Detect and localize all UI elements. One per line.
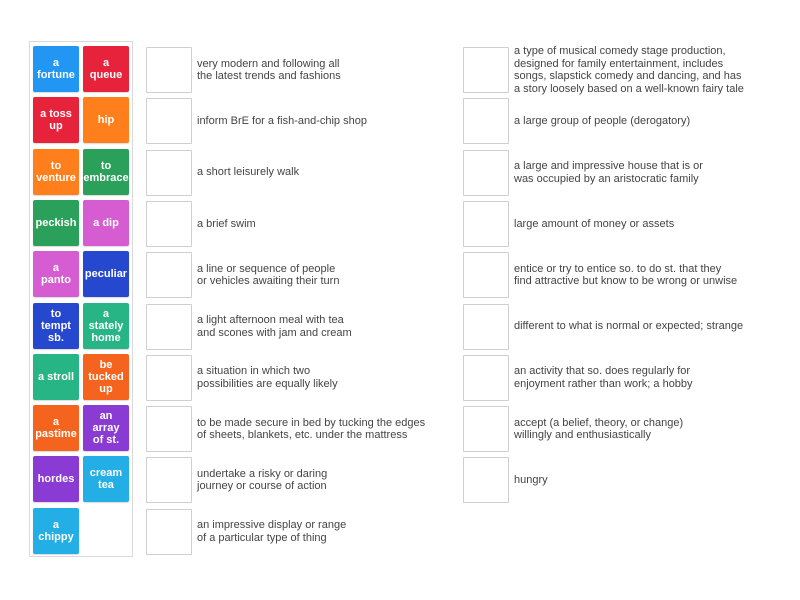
left-clue-label: very modern and following all the latest trends and fashions [197,57,341,82]
left-clue-label: a situation in which two possibilities are equally likely [197,365,338,390]
right-clue-text [514,150,794,196]
right-drop-slot[interactable] [463,406,509,452]
word-tile-label: hip [97,114,115,127]
left-clue-label: an impressive display or range of a particular type of thing [197,519,347,544]
right-clue-text [514,355,794,401]
right-clue-label: a large and impressive house that is or was occupied by an aristocratic family [514,160,703,185]
left-clue-text [197,98,457,144]
word-tile[interactable] [33,200,79,246]
left-clue-label: undertake a risky or daring journey or course of action [197,467,328,493]
left-drop-slot[interactable] [146,47,192,93]
word-tile-label: to tempt sb. [41,307,71,344]
word-tile[interactable] [33,405,79,451]
left-clue-text [197,304,457,350]
word-tile-label: a stately home [88,307,124,344]
right-drop-slot[interactable] [463,457,509,503]
left-clue-label: inform BrE for a fish-and-chip shop [197,115,367,128]
right-clue-text [514,252,794,298]
left-drop-slot[interactable] [146,98,192,144]
left-drop-slot[interactable] [146,201,192,247]
left-drop-slot[interactable] [146,150,192,196]
word-tile-label: hordes [37,473,75,486]
left-clue-label: a brief swim [197,217,256,230]
word-tile[interactable] [83,149,129,195]
right-clue-label: entice or try to entice so. to do st. that they find attractive but know to be wrong or unwise [514,262,738,288]
word-tile-label: peculiar [84,268,128,281]
right-drop-slot[interactable] [463,304,509,350]
word-tile-label: cream tea [89,467,123,492]
word-tile-label: peckish [35,216,77,229]
right-clue-label: different to what is normal or expected; strange [514,320,744,333]
word-tile[interactable] [33,508,79,554]
right-clue-label: accept (a belief, theory, or change) willingly and enthusiastically [514,416,684,442]
word-tile-label: a chippy [38,518,74,543]
word-tile-label: a queue [89,57,123,81]
word-tile[interactable] [33,149,79,195]
right-clue-label: a type of musical comedy stage production, designed for family entertainment, includes songs, slapstick comedy and dancing, and has a story loosely based on a well-known fairy tale [514,45,744,95]
right-drop-slot[interactable] [463,47,509,93]
right-drop-slot[interactable] [463,201,509,247]
word-tile-label: a stroll [37,370,75,383]
word-tile[interactable] [33,354,79,400]
left-drop-slot[interactable] [146,252,192,298]
right-clue-text [514,201,794,247]
right-drop-slot[interactable] [463,252,509,298]
right-clue-text [514,98,794,144]
left-drop-slot[interactable] [146,509,192,555]
right-clue-label: an activity that so. does regularly for enjoyment rather than work; a hobby [514,365,693,390]
word-tile[interactable] [83,354,129,400]
left-clue-text [197,252,457,298]
left-clue-text [197,150,457,196]
word-tile[interactable] [83,405,129,451]
right-clue-text [514,304,794,350]
left-clue-text [197,509,457,555]
right-clue-label: hungry [514,474,548,487]
left-clue-label: to be made secure in bed by tucking the edges of sheets, blankets, etc. under the mattress [197,416,426,442]
word-tile[interactable] [83,456,129,502]
word-tile[interactable] [83,303,129,349]
tile-bank [29,41,133,557]
word-tile-label: a dip [93,216,119,229]
left-drop-slot[interactable] [146,355,192,401]
word-tile[interactable] [83,251,129,297]
left-clue-label: a line or sequence of people or vehicles awaiting their turn [197,262,340,288]
word-tile[interactable] [33,97,79,143]
word-tile-label: to venture [36,159,76,184]
left-clue-label: a short leisurely walk [197,166,300,179]
word-tile[interactable] [83,200,129,246]
left-clue-text [197,355,457,401]
word-tile[interactable] [33,303,79,349]
left-clue-text [197,406,457,452]
right-clue-text [514,406,794,452]
word-tile-label: a pastime [35,416,77,441]
right-clue-text [514,457,794,503]
word-tile[interactable] [33,251,79,297]
word-tile[interactable] [83,46,129,92]
left-clue-text [197,457,457,503]
right-clue-label: large amount of money or assets [514,217,675,230]
word-tile-label: a panto [41,262,71,287]
word-tile[interactable] [33,456,79,502]
right-drop-slot[interactable] [463,150,509,196]
word-tile-label: a fortune [37,57,75,81]
left-clue-label: a light afternoon meal with tea and scones with jam and cream [197,314,352,339]
left-drop-slot[interactable] [146,406,192,452]
word-tile-label: be tucked up [88,358,124,395]
left-drop-slot[interactable] [146,304,192,350]
right-clue-label: a large group of people (derogatory) [514,115,691,128]
word-tile-label: to embrace [83,159,129,184]
word-tile-label: an array of st. [92,410,120,447]
word-tile-label: a toss up [40,108,72,133]
left-clue-text [197,201,457,247]
word-tile[interactable] [33,46,79,92]
right-drop-slot[interactable] [463,355,509,401]
left-clue-text [197,47,457,93]
word-tile[interactable] [83,97,129,143]
left-drop-slot[interactable] [146,457,192,503]
right-clue-text [514,47,794,93]
right-drop-slot[interactable] [463,98,509,144]
